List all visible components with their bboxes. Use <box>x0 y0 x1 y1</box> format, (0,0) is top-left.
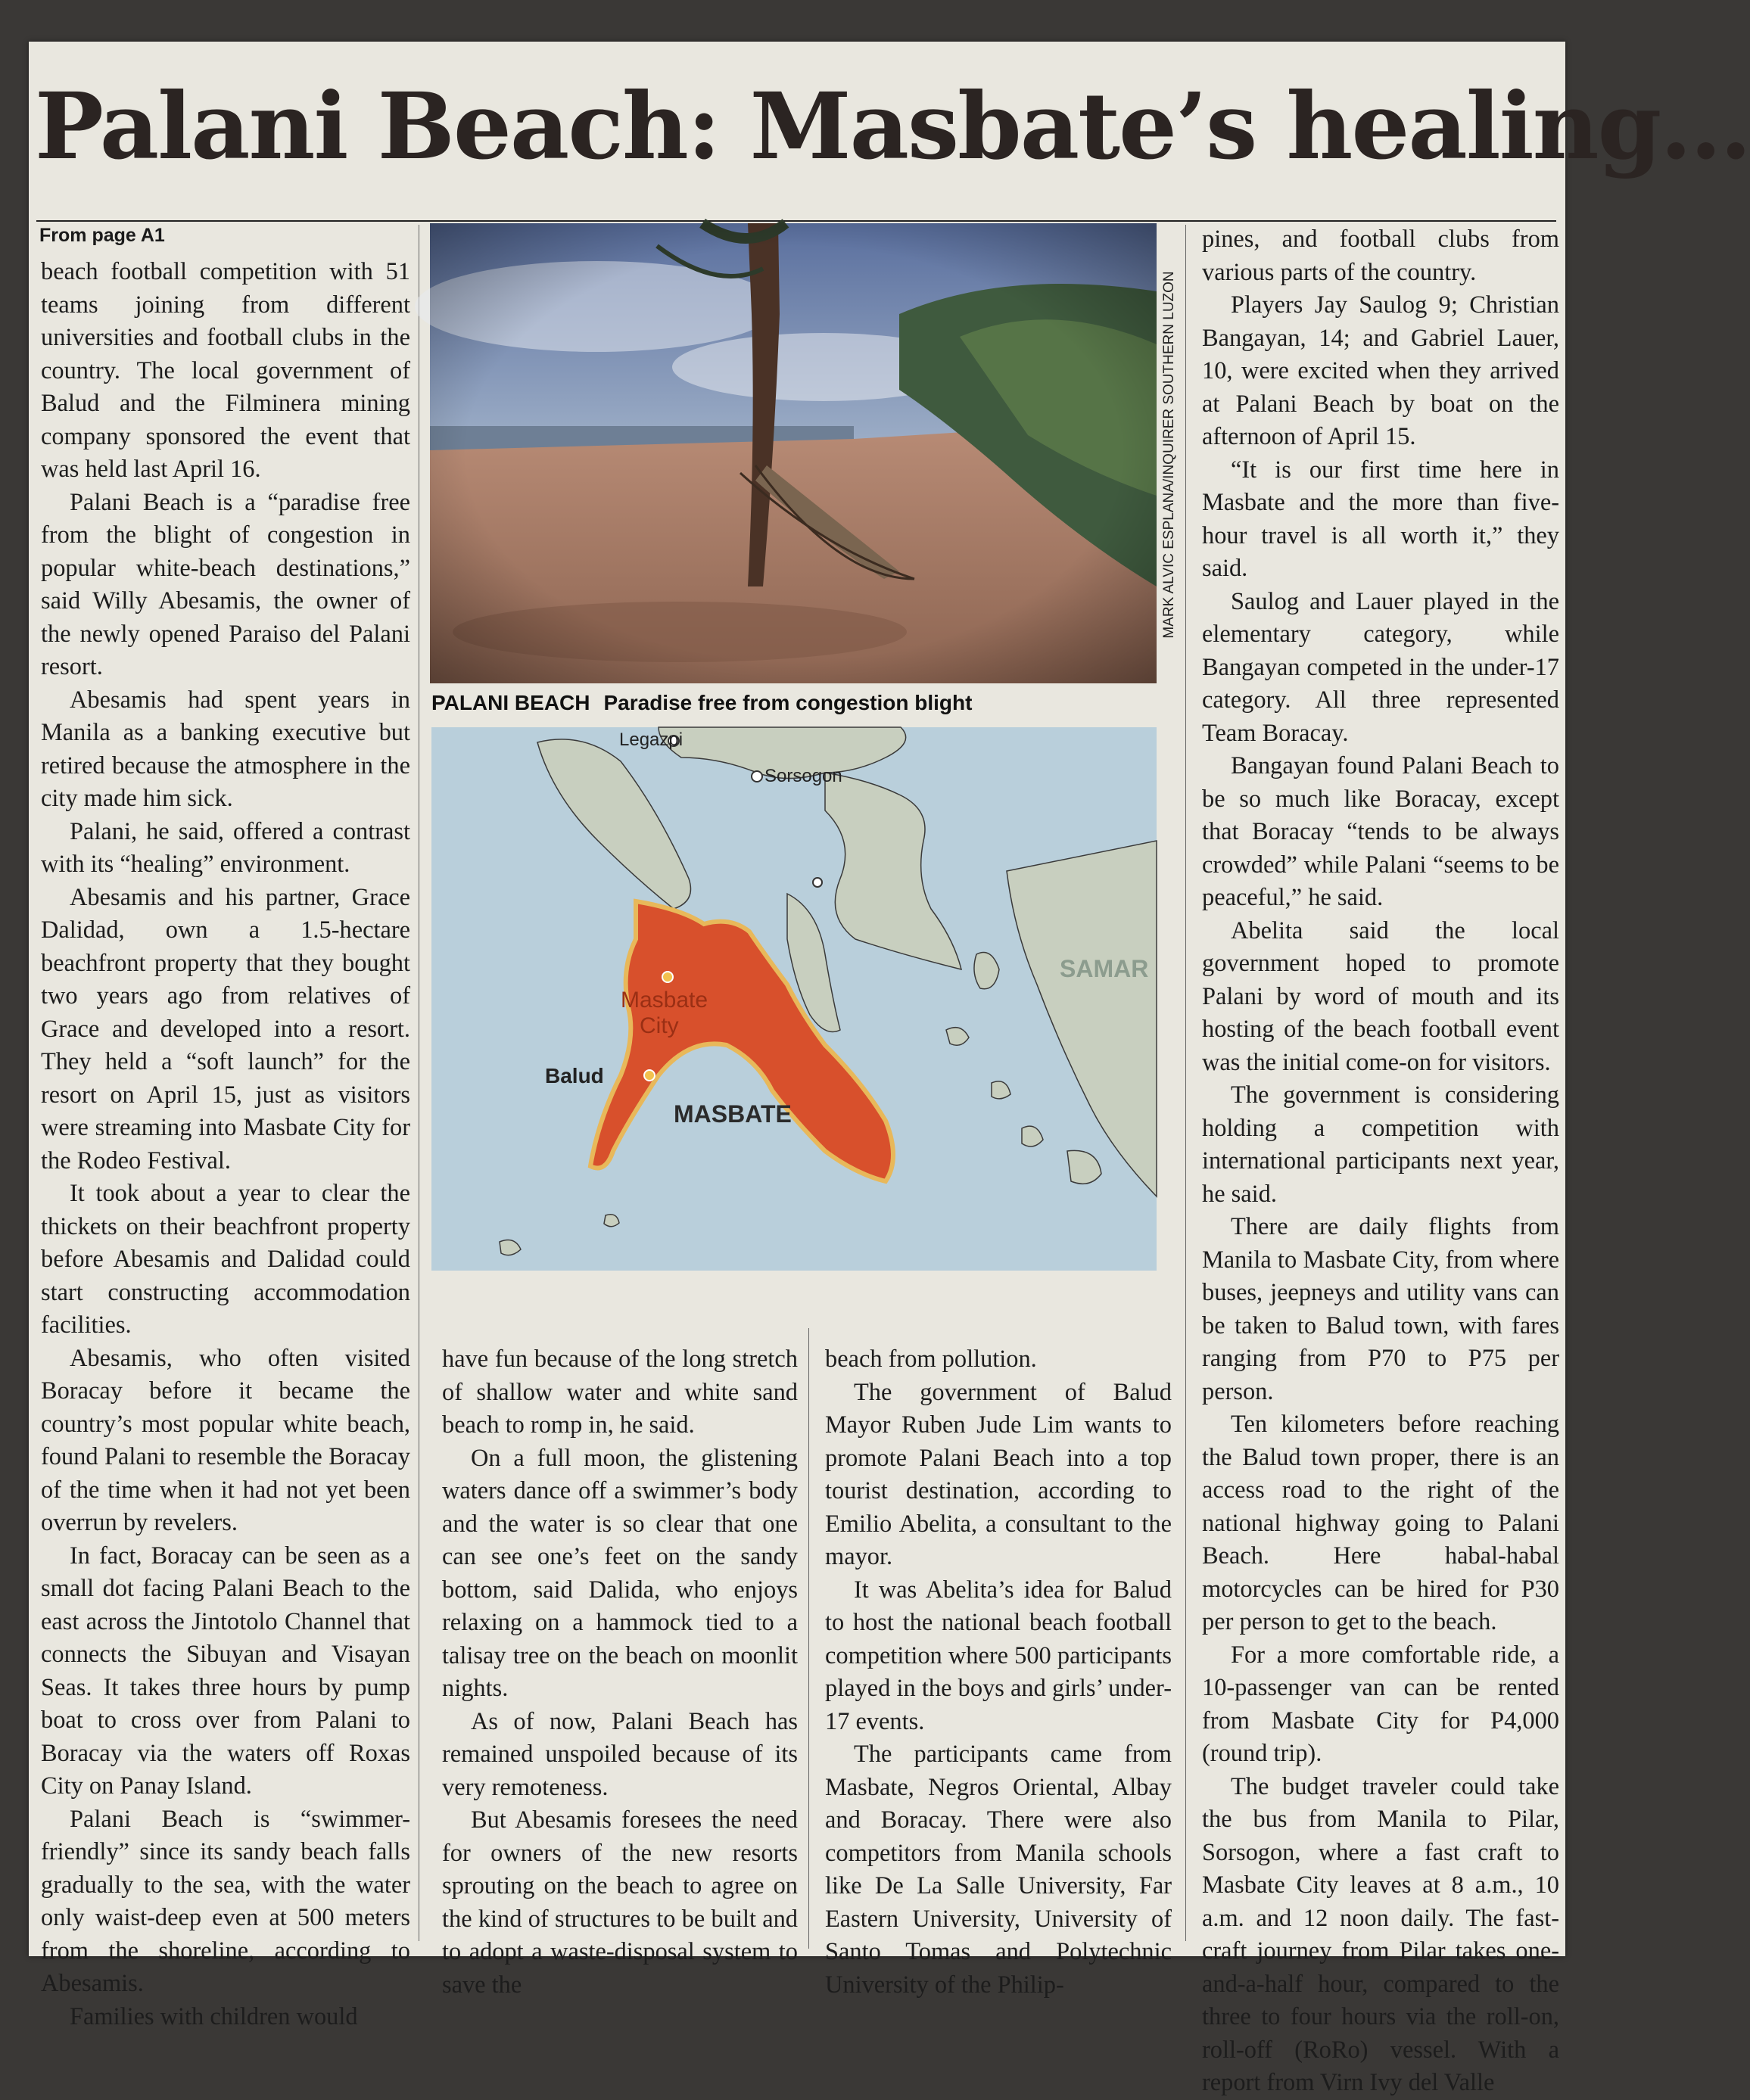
headline-rule <box>36 220 1556 222</box>
photo-credit-text: MARK ALVIC ESPLANA/INQUIRER SOUTHERN LUZON <box>1161 271 1177 639</box>
paragraph: The government of Balud Mayor Ruben Jude Lim wants to promote Palani Beach into a top tourist destination, according to Emilio Abelita, a consultant to the mayor. <box>825 1378 1172 1570</box>
column-rule <box>808 1328 809 1949</box>
paragraph: pines, and football clubs from various parts of the country. <box>1202 226 1559 286</box>
paragraph: The budget traveler could take the bus from Manila to Pilar, Sorsogon, where a fast craft to Masbate City leaves at 8 a.m., 10 a.m. and 12 noon daily. The fast-craft journey from Pilar takes one-and-a-half hour, compared to the three to four hours via the roll-on, roll-off (RoRo) vessel. With a report from Virn Ivy del Valle <box>1202 1772 1559 2096</box>
photo-caption <box>431 691 972 715</box>
newspaper-clipping <box>29 42 1750 2096</box>
paragraph: But Abesamis foresees the need for owners of the new resorts sprouting on the beach to agree on the kind of structures to be built and to adopt a waste-disposal system to save the <box>442 1806 798 1999</box>
map-label-masbate-city-1: Masbate <box>621 988 708 1013</box>
region-map <box>431 727 1157 1271</box>
caption-text: Paradise free from congestion blight <box>603 691 973 714</box>
paragraph: It took about a year to clear the thickets on their beachfront property before Abesamis and Dalidad could start constructing accommodation facilities. <box>41 1180 410 1339</box>
paragraph: beach from pollution. <box>825 1346 1037 1373</box>
column-rule <box>1185 225 1186 1941</box>
sorsogon-marker <box>752 771 762 782</box>
paragraph: Families with children would <box>70 2002 358 2030</box>
article-column-2 <box>442 1343 798 2002</box>
map-label-samar: SAMAR <box>1060 955 1149 982</box>
article-column-1 <box>41 256 410 2033</box>
paragraph: It was Abelita’s idea for Balud to host the national beach football competition where 500 participants played in the boys and girls’ under-17 events. <box>825 1576 1172 1735</box>
paragraph: As of now, Palani Beach has remained unspoiled because of its very remoteness. <box>442 1707 798 1801</box>
paragraph: Abesamis had spent years in Manila as a banking executive but retired because the atmosphere in the city made him sick. <box>41 686 410 812</box>
paragraph: There are daily flights from Manila to Masbate City, from where buses, jeepneys and utility vans can be taken to Balud town, with fares ranging from P70 to P75 per person. <box>1202 1213 1559 1405</box>
paragraph: Players Jay Saulog 9; Christian Bangayan, 14; and Gabriel Lauer, 10, were excited when they arrived at Palani Beach by boat on the afternoon of April 15. <box>1202 291 1559 450</box>
map-label-masbate-city-2: City <box>640 1013 679 1038</box>
beach-photo <box>430 223 1157 683</box>
map-label-masbate: MASBATE <box>674 1100 792 1128</box>
masbate-map <box>431 727 1157 1271</box>
paragraph: The government is considering holding a competition with international participants next year, he said. <box>1202 1081 1559 1208</box>
map-label-sorsogon: Sorsogon <box>764 766 842 786</box>
beach-hammock-image <box>430 223 1157 683</box>
paragraph: Palani Beach is “swimmer-friendly” since its sandy beach falls gradually to the sea, with the water only waist-deep even at 500 meters from the shoreline, according to Abesamis. <box>41 1805 410 1997</box>
paragraph: In fact, Boracay can be seen as a small dot facing Palani Beach to the east across the Jintotolo Channel that connects the Sibuyan and Visayan Seas. It takes three hours by pump boat to cross over from Palani to Boracay via the waters off Roxas City on Panay Island. <box>41 1542 410 1800</box>
port-marker <box>813 878 822 887</box>
map-label-balud: Balud <box>545 1064 604 1087</box>
paragraph: Ten kilometers before reaching the Balud town proper, there is an access road to the right of the national highway going to Palani Beach. Here habal-habal motorcycles can be hired for P30 per person to get to the beach. <box>1202 1411 1559 1635</box>
paragraph: beach football competition with 51 teams joining from different universities and football clubs in the country. The local government of Balud and the Filminera mining company sponsored the event that was held last April 16. <box>41 258 410 483</box>
paragraph: Saulog and Lauer played in the elementary category, while Bangayan competed in the under-17 category. All three represented Team Boracay. <box>1202 587 1559 747</box>
paragraph: For a more comfortable ride, a 10-passenger van can be rented from Masbate City for P4,000 (round trip). <box>1202 1641 1559 1767</box>
photo-credit <box>1160 226 1179 683</box>
paragraph: “It is our first time here in Masbate and the more than five-hour travel is all worth it,” they said. <box>1202 456 1559 582</box>
paragraph: have fun because of the long stretch of shallow water and white sand beach to romp in, he said. <box>442 1346 798 1439</box>
paragraph: The participants came from Masbate, Negros Oriental, Albay and Boracay. There were also competitors from Manila schools like De La Salle University, Far Eastern University, University of Santo Tomas and Polytechnic University of the Philip- <box>825 1741 1172 1999</box>
paragraph: Bangayan found Palani Beach to be so much like Boracay, except that Boracay “tends to be always crowded” while Palani “seems to be peaceful,” he said. <box>1202 752 1559 911</box>
paragraph: Palani Beach is a “paradise free from the blight of congestion in popular white-beach destinations,” said Willy Abesamis, the owner of the newly opened Paraiso del Palani resort. <box>41 488 410 680</box>
caption-title: PALANI BEACH <box>431 691 590 714</box>
paragraph: Abesamis, who often visited Boracay before it became the country’s most popular white beach, found Palani to resemble the Boracay of the time when it had not yet been overrun by revelers. <box>41 1344 410 1536</box>
article-column-3 <box>825 1343 1172 2002</box>
headline: Palani Beach: Masbate’s healing… <box>35 72 1750 180</box>
paragraph: Palani, he said, offered a contrast with its “healing” environment. <box>41 817 410 878</box>
from-page-label: From page A1 <box>39 225 165 246</box>
article-column-4 <box>1202 223 1559 2100</box>
paragraph: Abesamis and his partner, Grace Dalidad, own a 1.5-hectare beachfront property that they bought two years ago from relatives of Grace and developed into a resort. They held a “soft launch” for the resort on April 15, just as visitors were streaming into Masbate City for the Rodeo Festival. <box>41 883 410 1174</box>
balud-marker <box>644 1070 655 1081</box>
masbate-city-marker <box>662 972 673 982</box>
map-label-legazpi: Legazpi <box>619 730 683 750</box>
paragraph: On a full moon, the glistening waters dance off a swimmer’s body and the water is so clear that one can see one’s feet on the sandy bottom, said Dalida, who enjoys relaxing on a hammock tied to a talisay tree on the beach on moonlit nights. <box>442 1444 798 1702</box>
paragraph: Abelita said the local government hoped to promote Palani by word of mouth and its hosting of the beach football event was the initial come-on for visitors. <box>1202 916 1559 1076</box>
